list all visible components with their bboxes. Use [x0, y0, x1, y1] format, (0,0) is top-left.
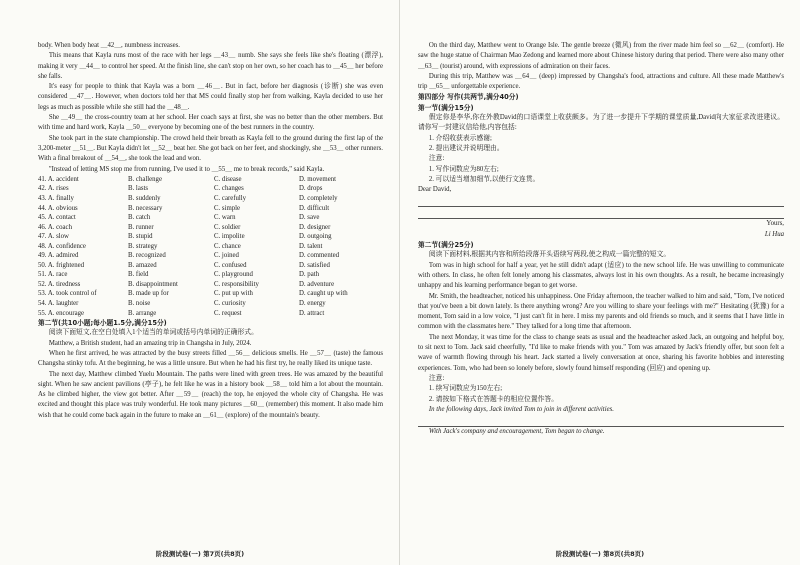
option-row — [38, 175, 383, 185]
writing-line — [418, 207, 784, 219]
option-choice: D. energy — [299, 299, 326, 307]
section-title: 第一节(满分15分) — [418, 103, 474, 112]
passage-paragraph: Matthew, a British student, had an amazing trip in Changsha in July, 2024. — [48, 339, 252, 347]
note-item: 2. 可以适当增加细节,以使行文连贯。 — [428, 175, 540, 183]
paragraph: body. When body heat ＿42＿, numbness increases. — [38, 42, 180, 49]
writing-line — [418, 415, 784, 427]
option-choice: 45. A. contact — [38, 214, 76, 222]
option-choice: D. designer — [299, 223, 331, 231]
paragraph: On the third day, Matthew went to Orange Isle. The gentle breeze (微风) from the river made him feel so ＿62＿ (comfort). He saw the huge statue of Chairman Mao Zedong and learned more about Chinese history during that period. There were also many other ＿63＿ (tourist) around, with expressions of admiration on their faces. — [418, 42, 784, 70]
page-footer: 阶段测试卷(一) 第7页(共8页) — [155, 550, 245, 558]
option-choice: D. save — [299, 214, 320, 222]
option-choice: D. adventure — [299, 280, 335, 288]
option-choice: D. caught up with — [299, 290, 348, 298]
option-choice: 42. A. rises — [38, 185, 69, 193]
option-choice: 55. A. encourage — [38, 309, 85, 317]
option-row — [38, 280, 383, 290]
option-choice: D. outgoing — [299, 233, 332, 241]
continuation-prompt: With Jack's company and encouragement, Tom began to change. — [428, 428, 605, 436]
option-choice: B. lasts — [128, 185, 149, 193]
salutation: Dear David, — [418, 186, 452, 194]
option-choice: 53. A. took control of — [38, 290, 97, 298]
option-row — [38, 251, 383, 261]
story-paragraph: The next Monday, it was time for the class to change seats as usual and the headteacher asked Jack, an outgoing and helpful boy, to sit next to Tom. Jack said cheerfully, "I'd like to make friends with you." Tom was amazed by Jack's friendly offer, but soon felt a wave of warmth flowing through his heart. Jack started a lively conversation at once, sharing his favorite hobbies and interesting experiences. Tom, who had been so lonely before, slowly found himself responding (回应) and opening up. — [418, 333, 784, 372]
option-choice: C. carefully — [214, 194, 247, 202]
option-choice: C. soldier — [214, 223, 241, 231]
story-paragraph: Tom was in high school for half a year, yet he still didn't adapt (适应) to the new school life. He was unwilling to communicate with others. In class, he often felt lonely among his classmates, always lost in his own thoughts. As a result, he became increasingly unhappy and his learning performance began to get worse. — [418, 261, 784, 290]
option-row — [38, 242, 383, 252]
option-choice: C. chance — [214, 242, 241, 250]
option-choice: C. playground — [214, 271, 253, 279]
option-row — [38, 213, 383, 223]
option-choice: D. movement — [299, 175, 336, 183]
story-paragraph: Mr. Smith, the headteacher, noticed his unhappiness. One Friday afternoon, the teacher walked to him and said, "Tom, I've noticed that you've been a bit down lately. Is there anything wrong? Are you willing to share your feelings with me?" Hesitating (犹豫) for a moment, Tom said in a low voice, "I just can't fit in here. I miss my parents and old friends so much, and it seems that I have little in common with the classmates here." They talked for a long time that afternoon. — [418, 292, 784, 331]
option-choice: 48. A. confidence — [38, 242, 86, 250]
option-row — [38, 261, 383, 271]
paragraph: This means that Kayla runs most of the race with her legs ＿43＿ numb. She says she feels like she's floating (漂浮), making it very ＿44＿ to control her speed. At the finish line, she can't stop on her own, so her coach has to ＿45＿ her before she falls. — [38, 52, 383, 80]
option-choice: B. necessary — [128, 204, 163, 212]
option-row — [38, 184, 383, 194]
option-choice: C. warn — [214, 214, 236, 222]
option-choice: 50. A. frightened — [38, 261, 85, 269]
paragraph: She took part in the state championship. The crowd held their breath as Kayla fell to the ground during the first lap of the 3,200-meter ＿51＿. But Kayla didn't let ＿52＿ beat her. She got back on her feet, and shockingly, she ＿53＿ other runners. With a final breakout of ＿54＿, she took the lead and won. — [38, 134, 383, 163]
paragraph: She ＿49＿ the cross-country team at her school. Her coach says at first, she was no better than the other members. But with time and hard work, Kayla ＿50＿ everyone by becoming one of the best runners in the country. — [38, 114, 383, 132]
passage-paragraph: The next day, Matthew climbed Yuelu Mountain. The paths were lined with green trees. He was amazed by the beautiful sight. When he saw ancient pavilions (亭子), he felt like he was in a history book ＿58＿ told him a lot about the mountain. As he climbed higher, the view got better. After ＿59＿ (reach) the top, he enjoyed the whole city of Changsha. He was excited and thought this place was truly wonderful. He took many pictures ＿60＿ (remember) this moment. It also made him wish that he could come back again in the future to make an ＿61＿ (explore) of the mountain's beauty. — [38, 370, 383, 419]
option-choice: 49. A. admired — [38, 252, 79, 260]
option-row — [38, 204, 383, 214]
option-choice: C. disease — [214, 175, 242, 183]
option-choice: D. satisfied — [299, 261, 330, 269]
left-column — [38, 41, 383, 421]
paragraph: It's easy for people to think that Kayla was a born ＿46＿. But in fact, before her diagnosis (诊断) she was even considered ＿47＿. However, when doctors told her that MS could finally stop her from walking, Kayla decided to use her legs as much as possible while she still had the ＿48＿. — [38, 83, 383, 111]
option-choice: D. drops — [299, 185, 323, 193]
section-title: 第二节(满分25分) — [418, 241, 474, 250]
option-choice: 52. A. tiredness — [38, 280, 81, 288]
option-row — [38, 289, 383, 299]
writing-prompt: 假定你是李华,你在外教David的口语课堂上收获颇多。为了进一步提升下学期的课堂质量,David向大家征求改进建议。请你写一封建议信给他,内容包括: — [418, 114, 784, 132]
section-title: 第二节(共10小题;每小题1.5分,满分15分) — [38, 319, 167, 328]
option-choice: D. talent — [299, 242, 323, 250]
answer-options-table — [38, 175, 383, 318]
continuation-prompt: In the following days, Jack invited Tom to join in different activities. — [428, 405, 614, 413]
letter-closing: Yours, — [766, 220, 784, 228]
paragraph: During this trip, Matthew was ＿64＿ (deep) impressed by Changsha's food, attractions and culture. All these made Matthew's trip ＿65＿ unforgettable experience. — [418, 72, 784, 91]
option-choice: 44. A. obvious — [38, 204, 78, 212]
option-choice: D. commented — [299, 252, 340, 260]
option-choice: C. request — [214, 309, 242, 317]
option-choice: C. impolite — [214, 233, 245, 241]
option-choice: B. field — [128, 271, 149, 279]
option-choice: B. stupid — [128, 233, 153, 241]
option-choice: D. completely — [299, 194, 338, 202]
option-choice: B. amazed — [128, 261, 157, 269]
option-choice: 46. A. coach — [38, 223, 72, 231]
right-column — [418, 41, 784, 437]
option-choice: C. responsibility — [214, 280, 259, 288]
option-choice: 43. A. finally — [38, 194, 74, 202]
option-choice: B. arrange — [128, 309, 157, 317]
section-instruction: 阅读下面材料,根据其内容和所给段落开头语续写两段,使之构成一篇完整的短文。 — [428, 251, 671, 259]
option-choice: C. put up with — [214, 290, 253, 298]
option-row — [38, 299, 383, 309]
section-instruction: 阅读下面短文,在空白处填入1个适当的单词或括号内单词的正确形式。 — [48, 329, 258, 337]
option-choice: B. catch — [128, 214, 151, 222]
requirement-item: 2. 提出建议并说明理由。 — [428, 144, 504, 152]
option-choice: B. recognized — [128, 252, 166, 260]
page-footer: 阶段测试卷(一) 第8页(共8页) — [555, 550, 645, 558]
option-choice: B. challenge — [128, 175, 162, 183]
option-choice: 41. A. accident — [38, 175, 79, 183]
option-row — [38, 223, 383, 233]
option-row — [38, 270, 383, 280]
option-choice: D. difficult — [299, 204, 330, 212]
letter-signature: Li Hua — [764, 230, 784, 238]
note-item: 2. 请按如下格式在答题卡的相应位置作答。 — [428, 395, 559, 403]
option-choice: B. noise — [128, 299, 151, 307]
note-item: 1. 续写词数应为150左右; — [428, 385, 503, 393]
option-choice: C. curiosity — [214, 299, 246, 307]
writing-line — [418, 195, 784, 207]
option-row — [38, 194, 383, 204]
option-row — [38, 309, 383, 319]
option-choice: B. strategy — [128, 242, 158, 250]
right-page — [400, 0, 800, 565]
passage-paragraph: When he first arrived, he was attracted by the busy streets filled ＿56＿ delicious smells. He ＿57＿ (taste) the famous Changsha stinky tofu. At the beginning, he was a little unsure. But when he had his first try, he really liked its unique taste. — [38, 349, 383, 368]
option-choice: 47. A. slow — [38, 233, 69, 241]
note-title: 注意: — [428, 155, 445, 163]
option-choice: C. changes — [214, 185, 244, 193]
requirement-item: 1. 介绍收获表示感谢; — [428, 134, 492, 142]
option-choice: B. disappointment — [128, 280, 178, 288]
option-choice: B. runner — [128, 223, 154, 231]
option-choice: 54. A. laughter — [38, 299, 79, 307]
note-item: 1. 写作词数应为80左右; — [428, 165, 499, 173]
option-choice: B. made up for — [128, 290, 169, 298]
option-choice: C. simple — [214, 204, 241, 212]
option-choice: 51. A. race — [38, 271, 68, 279]
option-choice: B. suddenly — [128, 194, 161, 202]
note-title: 注意: — [428, 374, 445, 382]
option-choice: D. attract — [299, 309, 325, 317]
paragraph: "Instead of letting MS stop me from running, I've used it to ＿55＿ me to break records," said Kayla. — [48, 165, 325, 173]
option-choice: C. joined — [214, 252, 239, 260]
option-row — [38, 232, 383, 242]
option-choice: C. confused — [214, 261, 247, 269]
option-choice: D. path — [299, 271, 320, 279]
part-title: 第四部分 写作(共两节,满分40分) — [418, 93, 519, 102]
